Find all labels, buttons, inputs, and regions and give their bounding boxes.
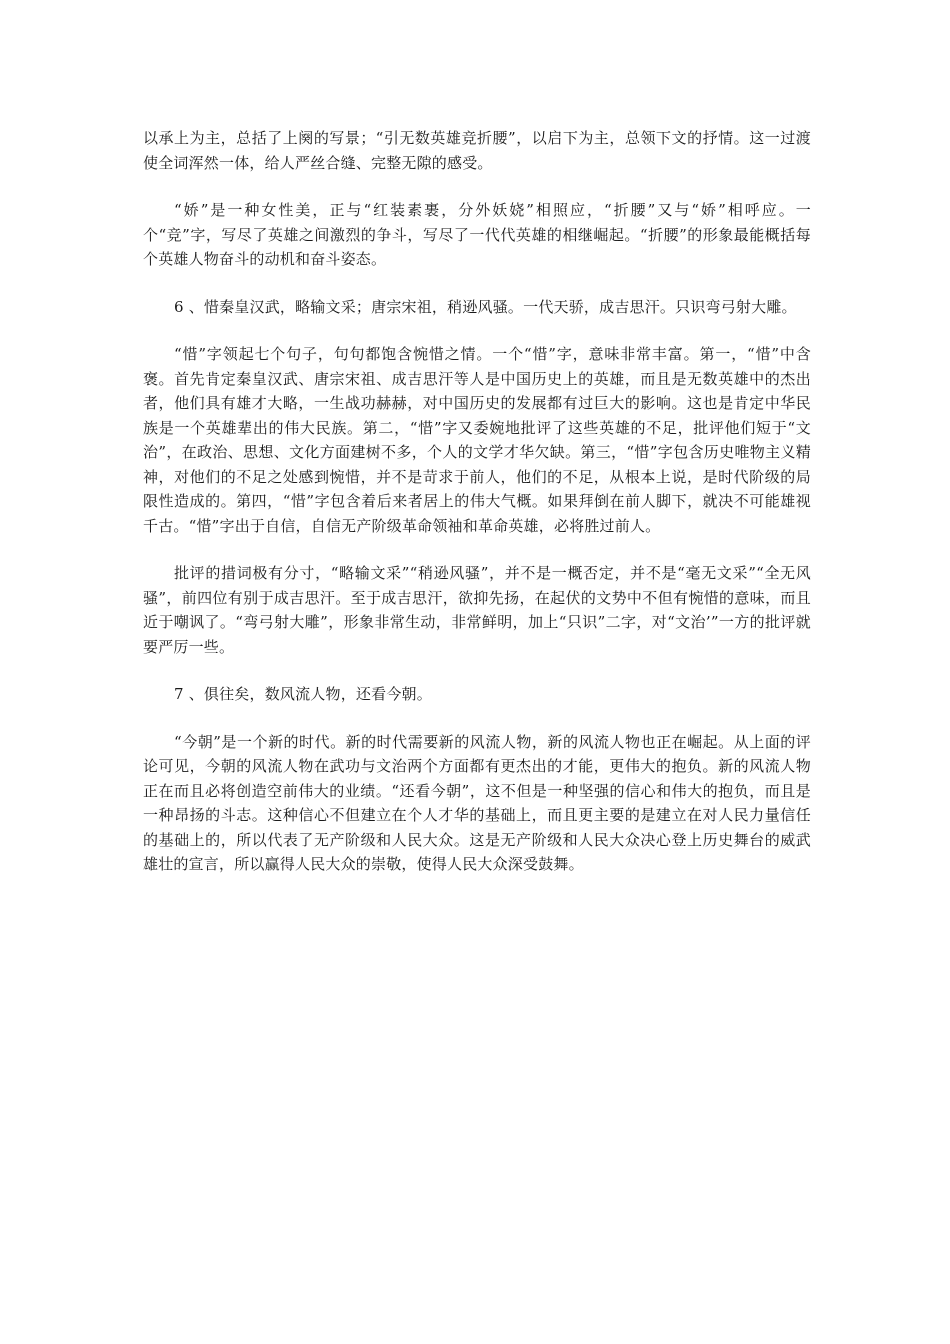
verse-line-7: 7 、俱往矣，数风流人物，还看今朝。 xyxy=(174,685,432,703)
document-body xyxy=(143,126,811,900)
paragraph-xi-analysis: “惜”字领起七个句子，句句都饱含惋惜之情。一个“惜”字，意味非常丰富。第一，“惜”中含褒。首先肯定秦皇汉武、唐宗宋祖、成吉思汗等人是中国历史上的英雄，而且是无数英雄中的杰出者，他们具有雄才大略，一生战功赫赫，对中国历史的发展都有过巨大的影响。这也是肯定中华民族是一个英雄辈出的伟大民族。第二，“惜”字又委婉地批评了这些英雄的不足，批评他们短于“文治”，在政治、思想、文化方面建树不多，个人的文学才华欠缺。第三，“惜”字包含历史唯物主义精神，对他们的不足之处感到惋惜，并不是苛求于前人，他们的不足，从根本上说，是时代阶级的局限性造成的。第四，“惜”字包含着后来者居上的伟大气概。如果拜倒在前人脚下，就决不可能雄视千古。“惜”字出于自信，自信无产阶级革命领袖和革命英雄，必将胜过前人。 xyxy=(143,345,811,535)
paragraph-criticism: 批评的措词极有分寸，“略输文采”“稍逊风骚”，并不是一概否定，并不是“毫无文采”“全无风骚”，前四位有别于成吉思汗。至于成吉思汗，欲抑先扬，在起伏的文势中不但有惋惜的意味，而且近于嘲讽了。“弯弓射大雕”，形象非常生动，非常鲜明，加上“只识”二字，对“文治’”一方的批评就要严厉一些。 xyxy=(143,564,811,656)
verse-line-6: 6 、惜秦皇汉武，略输文采；唐宗宋祖，稍逊风骚。一代天骄，成吉思汗。只识弯弓射大雕。 xyxy=(174,297,797,316)
paragraph-continuation: 以承上为主，总括了上阕的写景；“引无数英雄竞折腰”，以启下为主，总领下文的抒情。这一过渡使全词浑然一体，给人严丝合缝、完整无隙的感受。 xyxy=(143,129,811,172)
paragraph-jiao-analysis: “娇”是一种女性美，正与“红装素裹，分外妖娆”相照应，“折腰”又与“娇”相呼应。一个“竞”字，写尽了英雄之间激烈的争斗，写尽了一代代英雄的相继崛起。“折腰”的形象最能概括每个英雄人物奋斗的动机和奋斗姿态。 xyxy=(143,201,811,268)
paragraph-jinzhao-analysis: “今朝”是一个新的时代。新的时代需要新的风流人物，新的风流人物也正在崛起。从上面的评论可见，今朝的风流人物在武功与文治两个方面都有更杰出的才能，更伟大的抱负。新的风流人物正在而且必将创造空前伟大的业绩。“还看今朝”，这不但是一种坚强的信心和伟大的抱负，而且是一种昂扬的斗志。这种信心不但建立在个人才华的基础上，而且更主要的是建立在对人民力量信任的基础上的，所以代表了无产阶级和人民大众。这是无产阶级和人民大众决心登上历史舞台的威武雄壮的宣言，所以赢得人民大众的崇敬，使得人民大众深受鼓舞。 xyxy=(143,732,811,873)
